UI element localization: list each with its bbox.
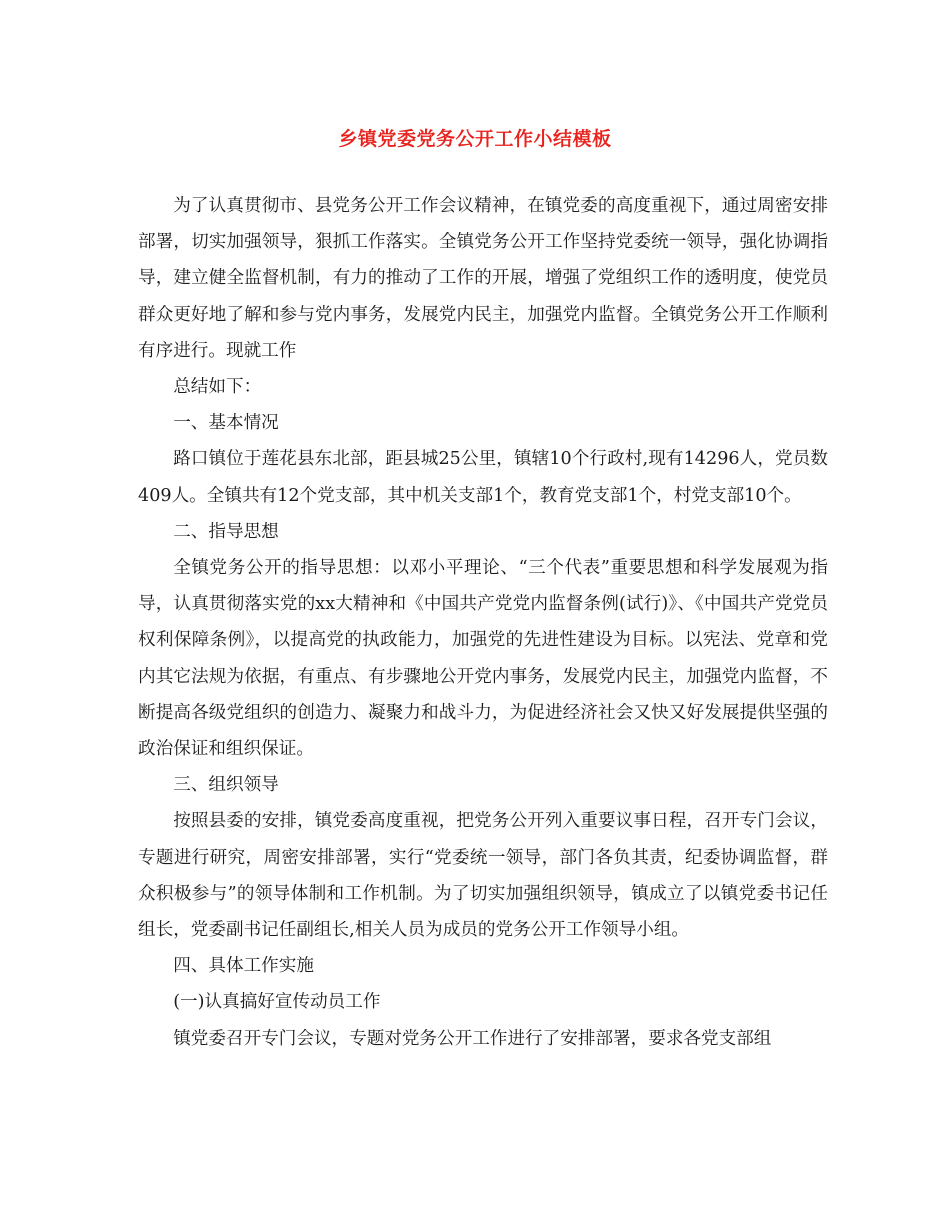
section-heading-organization: 三、组织领导 (173, 775, 279, 796)
paragraph-intro: 为了认真贯彻市、县党务公开工作会议精神，在镇党委的高度重视下，通过周密安排部署，切实加强领导，狠抓工作落实。全镇党务公开工作坚持党委统一领导，强化协调指导，建立健全监督机制，有力的推动了工作的开展，增强了党组织工作的透明度，使党员群众更好地了解和参与党内事务，发展党内民主，加强党内监督。全镇党务公开工作顺利有序进行。现就工作 (138, 196, 828, 361)
paragraph-organization: 按照县委的安排，镇党委高度重视，把党务公开列入重要议事日程，召开专门会议，专题进行研究，周密安排部署，实行“党委统一领导，部门各负其责，纪委协调监督，群众积极参与”的领导体制和工作机制。为了切实加强组织领导，镇成立了以镇党委书记任组长，党委副书记任副组长,相关人员为成员的党务公开工作领导小组。 (138, 811, 828, 941)
paragraph-guiding-ideology: 全镇党务公开的指导思想：以邓小平理论、“三个代表”重要思想和科学发展观为指导，认真贯彻落实党的xx大精神和《中国共产党党内监督条例(试行)》、《中国共产党党员权利保障条例》，以提高党的执政能力，加强党的先进性建设为目标。以宪法、党章和党内其它法规为依据，有重点、有步骤地公开党内事务，发展党内民主，加强党内监督，不断提高各级党组织的创造力、凝聚力和战斗力，为促进经济社会又快又好发展提供坚强的政治保证和组织保证。 (138, 558, 828, 760)
document-title: 乡镇党委党务公开工作小结模板 (338, 128, 612, 150)
paragraph-summary-lead: 总结如下： (173, 377, 262, 398)
section-heading-basic-situation: 一、基本情况 (173, 413, 279, 434)
section-heading-guiding-ideology: 二、指导思想 (173, 521, 279, 542)
paragraph-basic-situation: 路口镇位于莲花县东北部，距县城25公里，镇辖10个行政村,现有14296人，党员数409人。全镇共有12个党支部，其中机关支部1个，教育党支部1个，村党支部10个。 (138, 449, 828, 506)
paragraph-publicity: 镇党委召开专门会议，专题对党务公开工作进行了安排部署，要求各党支部组 (173, 1028, 772, 1049)
document-body (138, 188, 828, 1057)
subsection-heading-publicity: (一)认真搞好宣传动员工作 (173, 992, 381, 1013)
section-heading-implementation: 四、具体工作实施 (173, 956, 314, 977)
